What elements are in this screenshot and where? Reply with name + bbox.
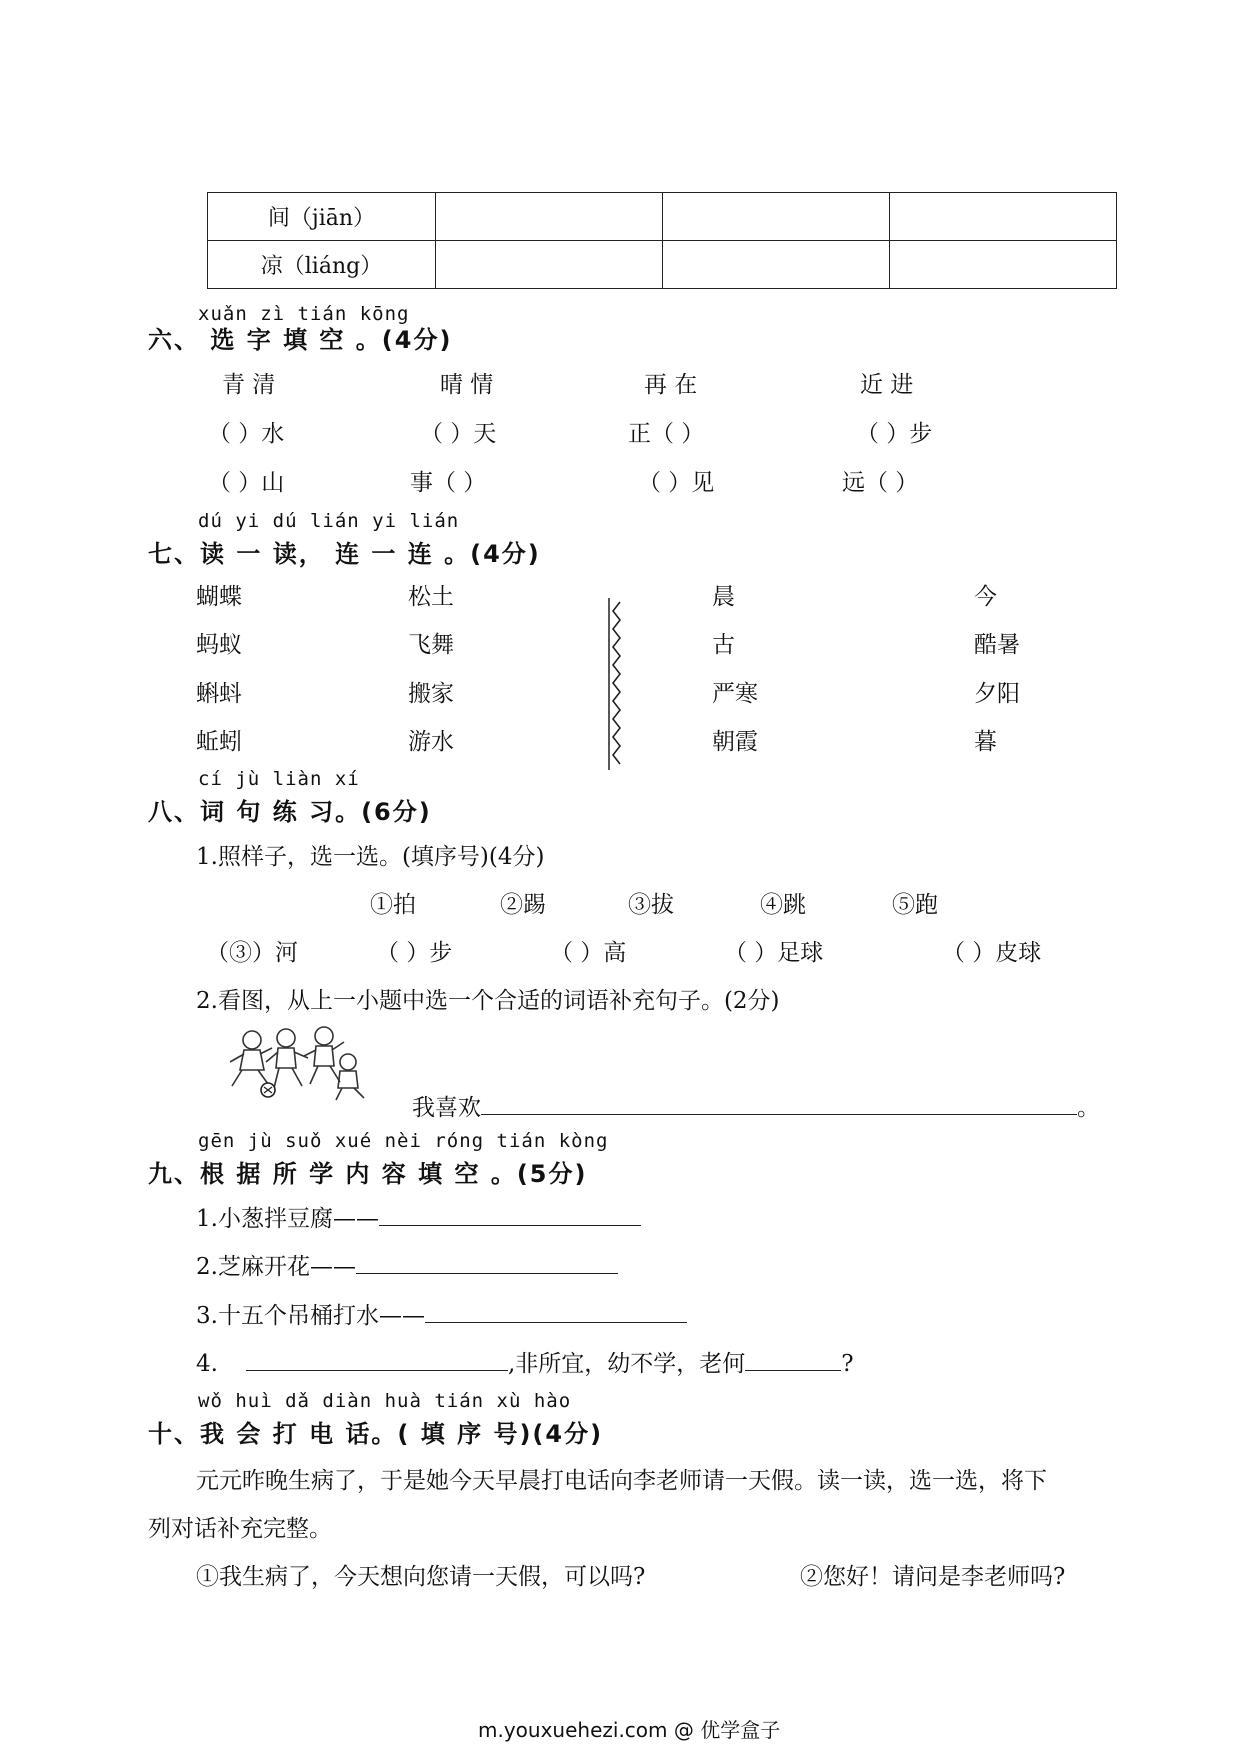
section6-pinyin: xuǎn zì tián kōng [198,303,410,325]
proverb-text: 1.小葱拌豆腐—— [196,1206,379,1232]
answer-blank[interactable] [356,1251,618,1274]
section9-title: 九、根 据 所 学 内 容 填 空 。(5分) [148,1160,588,1188]
children-playing-illustration [224,1026,374,1102]
proverb-text: 2.芝麻开花—— [196,1254,356,1280]
match-word: 古 [712,632,735,658]
char-group: 再 在 [644,372,698,398]
proverb-item [196,1345,854,1378]
match-word: 松土 [408,584,454,610]
char-group: 青 清 [222,372,276,398]
match-word: 夕阳 [974,681,1020,707]
sentence-start: 我喜欢 [412,1095,481,1121]
proverb-item [196,1248,618,1281]
match-word: 蝌蚪 [196,681,242,707]
table-cell [436,241,663,289]
proverb-text: ,非所宜，幼不学，老何 [507,1351,746,1377]
sentence-end: 。 [1077,1095,1100,1121]
option: ⑤跑 [892,892,938,918]
match-word: 蚂蚁 [196,632,242,658]
sentence-line [412,1089,1100,1122]
fill-blank: （ ）见 [638,470,715,496]
match-word: 暮 [974,729,997,755]
dialogue-option: ②您好！请问是李老师吗? [800,1564,1066,1590]
option: ①拍 [370,892,416,918]
option: ②踢 [500,892,546,918]
section7-pinyin: dú yi dú lián yi lián [198,510,460,532]
section10-title: 十、我 会 打 电 话。( 填 序 号)(4分) [148,1420,604,1448]
table-cell [436,193,663,241]
table-row [208,241,1117,289]
question-1: 1.照样子，选一选。(填序号)(4分) [196,844,545,870]
paragraph-line: 元元昨晚生病了，于是她今天早晨打电话向李老师请一天假。读一读，选一选，将下 [196,1468,1047,1494]
match-word: 朝霞 [712,729,758,755]
fill-blank: 正（ ） [628,421,705,447]
answer-blank[interactable] [425,1300,687,1323]
footer-watermark: m.youxuehezi.com @ 优学盒子 [478,1718,781,1742]
answer-blank[interactable] [481,1092,1077,1115]
proverb-end: ? [841,1351,854,1377]
match-word: 严寒 [712,681,758,707]
dialogue-option: ①我生病了，今天想向您请一天假，可以吗? [196,1564,646,1590]
table-cell [663,241,890,289]
fill-blank: 远（ ） [842,470,919,496]
table-cell [890,193,1117,241]
option: ③拔 [628,892,674,918]
answer-blank[interactable] [246,1348,508,1371]
fill-blank: （③）河 [206,940,298,966]
section8-pinyin: cí jù liàn xí [198,768,360,790]
proverb-item [196,1200,641,1233]
table-row [208,193,1117,241]
fill-blank: （ ）步 [376,940,453,966]
question-2: 2.看图，从上一小题中选一个合适的词语补充句子。(2分) [196,988,780,1014]
answer-blank[interactable] [745,1348,841,1371]
match-word: 酷暑 [974,632,1020,658]
char-group: 近 进 [860,372,914,398]
table-row-label: 凉（liáng） [208,241,436,289]
match-word: 晨 [712,584,735,610]
section7-title: 七、读 一 读， 连 一 连 。(4分) [148,540,541,568]
match-word: 飞舞 [408,632,454,658]
fill-blank: （ ）水 [208,421,285,447]
fill-blank: （ ）山 [208,470,285,496]
match-word: 今 [974,584,997,610]
table-row-label: 间（jiān） [208,193,436,241]
table-cell [663,193,890,241]
table-cell [890,241,1117,289]
section8-title: 八、词 句 练 习。(6分) [148,798,432,826]
match-word: 蚯蚓 [196,729,242,755]
fill-blank: （ ）足球 [724,940,824,966]
match-word: 搬家 [408,681,454,707]
proverb-text: 3.十五个吊桶打水—— [196,1303,425,1329]
pinyin-word-table [207,192,1117,289]
fill-blank: （ ）高 [550,940,627,966]
match-word: 蝴蝶 [196,584,242,610]
fill-blank: （ ）步 [856,421,933,447]
paragraph-line: 列对话补充完整。 [148,1516,332,1542]
section9-pinyin: gēn jù suǒ xué nèi róng tián kòng [198,1130,609,1152]
fill-blank: 事（ ） [410,470,487,496]
match-word: 游水 [408,729,454,755]
fill-blank: （ ）天 [420,421,497,447]
section10-pinyin: wǒ huì dǎ diàn huà tián xù hào [198,1390,572,1412]
answer-blank[interactable] [379,1203,641,1226]
fill-blank: （ ）皮球 [942,940,1042,966]
char-group: 晴 情 [440,372,494,398]
option: ④跳 [760,892,806,918]
divider-zigzag [606,598,626,772]
section6-title: 六、 选 字 填 空 。(4分) [148,326,453,354]
proverb-number: 4. [196,1351,218,1377]
proverb-item [196,1297,687,1330]
